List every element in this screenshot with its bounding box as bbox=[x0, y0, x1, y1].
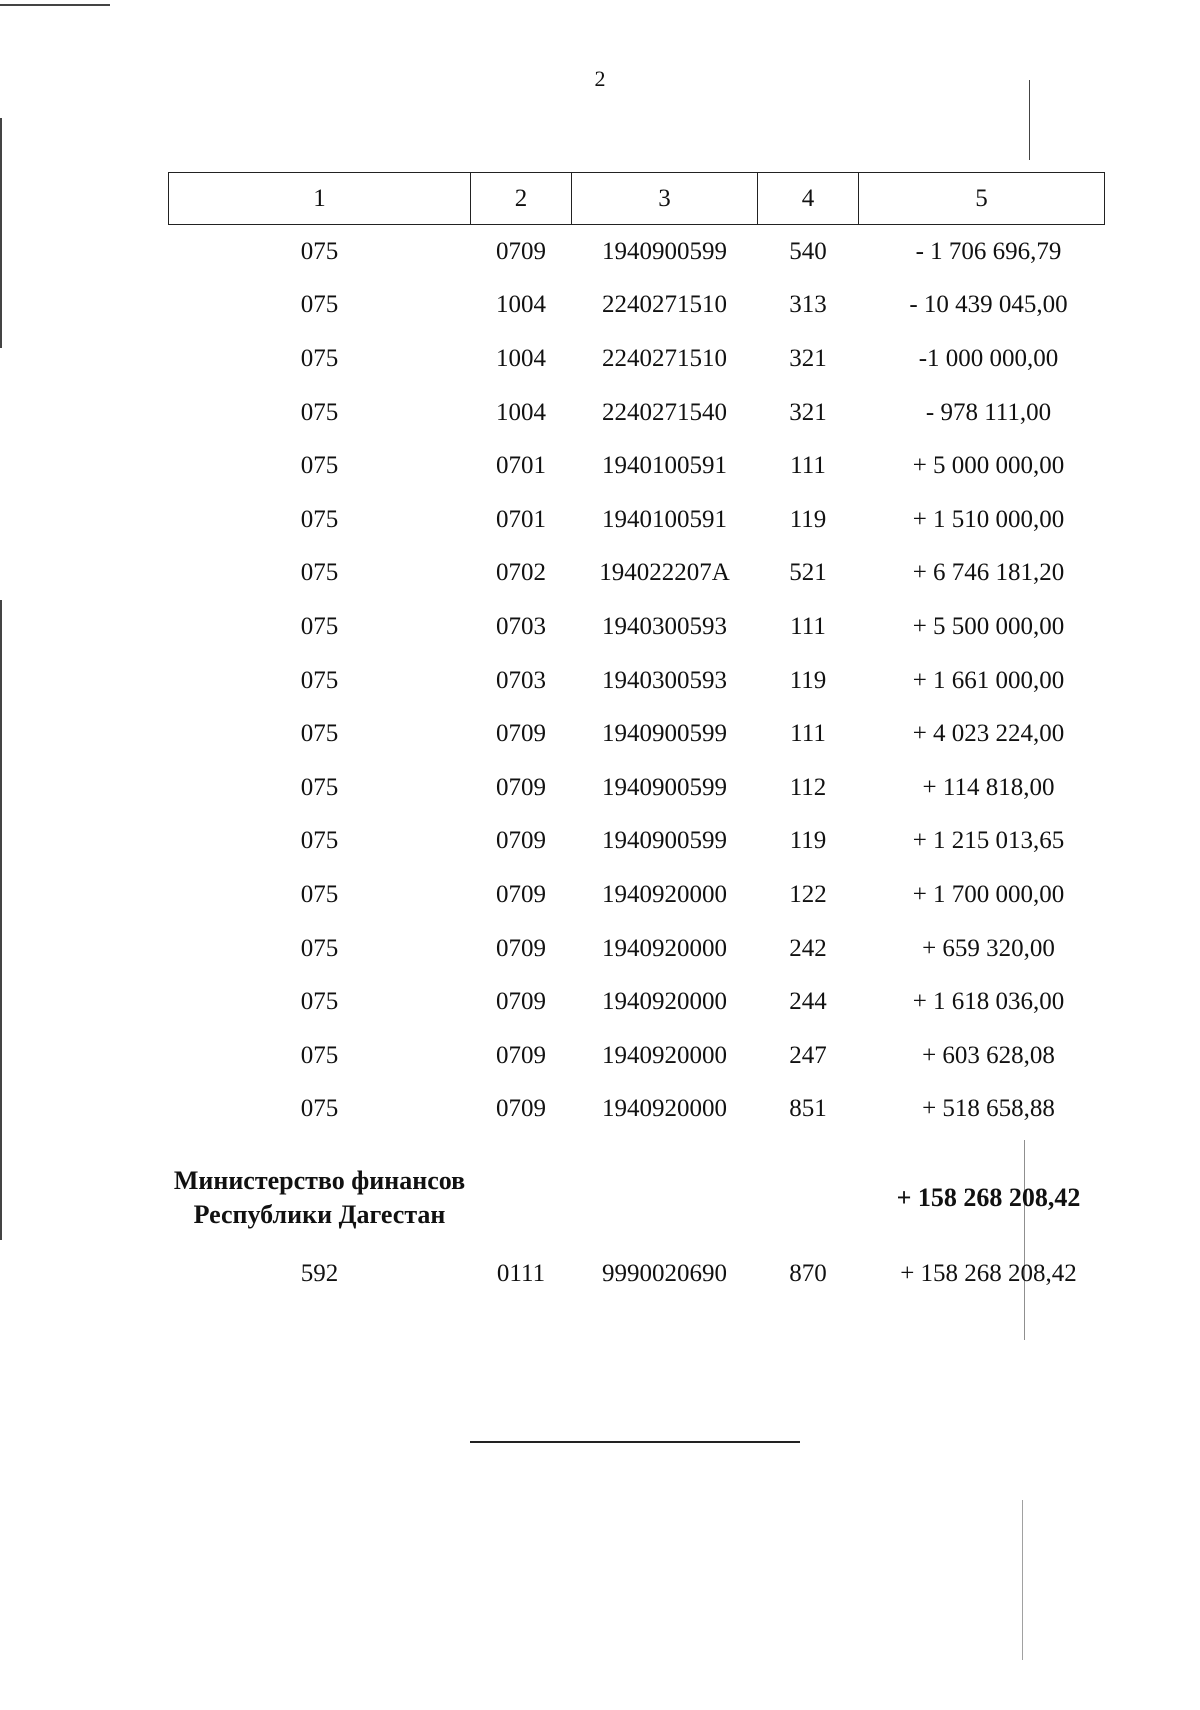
amount-cell: + 1 510 000,00 bbox=[912, 505, 1065, 533]
table-cell: 075 bbox=[300, 505, 339, 533]
table-cell: 0709 bbox=[496, 237, 546, 265]
closing-line bbox=[470, 1441, 800, 1443]
table-cell: 119 bbox=[789, 666, 827, 694]
group-row bbox=[169, 1136, 1105, 1260]
table-cell: 1940920000 bbox=[602, 934, 727, 962]
table-row bbox=[169, 1260, 1105, 1300]
table-cell: 0111 bbox=[496, 1260, 546, 1288]
scan-edge-mark bbox=[0, 600, 2, 1240]
table-cell: 1004 bbox=[496, 344, 546, 372]
amount-cell: + 5 500 000,00 bbox=[912, 612, 1065, 640]
table-cell: 111 bbox=[790, 452, 826, 480]
table-cell: 1940100591 bbox=[602, 505, 727, 533]
table-cell: 0709 bbox=[496, 827, 546, 855]
table-row bbox=[169, 279, 1105, 333]
scan-edge-mark bbox=[0, 118, 2, 348]
table-row bbox=[169, 493, 1105, 547]
table-cell: 247 bbox=[789, 1041, 827, 1069]
table-cell: 2240271540 bbox=[602, 398, 727, 426]
amount-cell: + 1 700 000,00 bbox=[912, 880, 1065, 908]
table-cell: 321 bbox=[789, 344, 827, 372]
amount-cell: + 114 818,00 bbox=[922, 773, 1055, 801]
table-cell: 0703 bbox=[496, 612, 546, 640]
amount-cell: - 1 706 696,79 bbox=[915, 237, 1062, 265]
group-amount: + 158 268 208,42 bbox=[896, 1183, 1081, 1213]
table-cell: 1940920000 bbox=[602, 1041, 727, 1069]
table-cell: 075 bbox=[300, 612, 339, 640]
table-cell: 075 bbox=[300, 934, 339, 962]
empty-cell bbox=[471, 1136, 572, 1260]
table-cell: 244 bbox=[789, 988, 827, 1016]
table-cell: 1940300593 bbox=[602, 612, 727, 640]
table-row bbox=[169, 761, 1105, 815]
table-cell: 870 bbox=[789, 1260, 827, 1288]
table-cell: 075 bbox=[300, 344, 339, 372]
table-cell: 0702 bbox=[496, 559, 546, 587]
table-cell: 1940900599 bbox=[602, 827, 727, 855]
table-cell: 1940920000 bbox=[602, 1095, 727, 1123]
table-row bbox=[169, 225, 1105, 279]
amount-cell: + 158 268 208,42 bbox=[900, 1260, 1077, 1288]
table-row bbox=[169, 922, 1105, 976]
amount-cell: - 10 439 045,00 bbox=[909, 291, 1068, 319]
table-cell: 119 bbox=[789, 827, 827, 855]
table-cell: 1940900599 bbox=[602, 773, 727, 801]
table-cell: 242 bbox=[789, 934, 827, 962]
table-cell: 194022207A bbox=[599, 559, 730, 587]
table-cell: 2240271510 bbox=[602, 344, 727, 372]
group-name: Министерство финансов Республики Дагестан bbox=[173, 1166, 466, 1230]
table-cell: 1940920000 bbox=[602, 880, 727, 908]
table-cell: 851 bbox=[789, 1095, 827, 1123]
table-cell: 592 bbox=[300, 1260, 339, 1288]
table-cell: 1940900599 bbox=[602, 237, 727, 265]
column-header: 1 bbox=[169, 173, 471, 225]
table-cell: 1940100591 bbox=[602, 452, 727, 480]
column-header: 2 bbox=[471, 173, 572, 225]
amount-cell: + 6 746 181,20 bbox=[912, 559, 1065, 587]
table-cell: 0709 bbox=[496, 1041, 546, 1069]
table-cell: 075 bbox=[300, 1041, 339, 1069]
column-header: 3 bbox=[572, 173, 758, 225]
table-row bbox=[169, 868, 1105, 922]
table-row bbox=[169, 600, 1105, 654]
table-cell: 075 bbox=[300, 1095, 339, 1123]
table-row bbox=[169, 547, 1105, 601]
table-cell: 540 bbox=[789, 237, 827, 265]
table-row bbox=[169, 707, 1105, 761]
scan-edge-mark bbox=[1029, 80, 1030, 160]
table-row bbox=[169, 332, 1105, 386]
table-cell: 075 bbox=[300, 666, 339, 694]
table-cell: 075 bbox=[300, 559, 339, 587]
table-cell: 075 bbox=[300, 452, 339, 480]
table-cell: 1940300593 bbox=[602, 666, 727, 694]
table-cell: 075 bbox=[300, 398, 339, 426]
table-cell: 521 bbox=[789, 559, 827, 587]
table-row bbox=[169, 386, 1105, 440]
table-cell: 075 bbox=[300, 291, 339, 319]
table-cell: 1940920000 bbox=[602, 988, 727, 1016]
table-cell: 075 bbox=[300, 237, 339, 265]
table-cell: 0709 bbox=[496, 988, 546, 1016]
table-cell: 112 bbox=[789, 773, 827, 801]
table-cell: 0709 bbox=[496, 880, 546, 908]
table-row bbox=[169, 1029, 1105, 1083]
table-row bbox=[169, 815, 1105, 869]
table-cell: 0701 bbox=[496, 452, 546, 480]
table-cell: 1004 bbox=[496, 291, 546, 319]
amount-cell: + 1 618 036,00 bbox=[912, 988, 1065, 1016]
amount-cell: + 1 661 000,00 bbox=[912, 666, 1065, 694]
table-cell: 0709 bbox=[496, 773, 546, 801]
table-row bbox=[169, 654, 1105, 708]
table-cell: 075 bbox=[300, 773, 339, 801]
table-cell: 0709 bbox=[496, 934, 546, 962]
table-row bbox=[169, 1083, 1105, 1137]
table-cell: 1004 bbox=[496, 398, 546, 426]
amount-cell: + 518 658,88 bbox=[922, 1095, 1055, 1123]
table-cell: 9990020690 bbox=[602, 1260, 727, 1288]
amount-cell: + 5 000 000,00 bbox=[912, 452, 1065, 480]
table-header-row bbox=[169, 173, 1105, 225]
amount-cell: + 1 215 013,65 bbox=[912, 827, 1065, 855]
table-cell: 0709 bbox=[496, 1095, 546, 1123]
budget-table bbox=[168, 172, 1105, 1300]
column-header: 5 bbox=[859, 173, 1105, 225]
table-cell: 1940900599 bbox=[602, 720, 727, 748]
table-cell: 075 bbox=[300, 720, 339, 748]
empty-cell bbox=[758, 1136, 859, 1260]
scan-edge-mark bbox=[0, 4, 110, 6]
empty-cell bbox=[572, 1136, 758, 1260]
table-cell: 075 bbox=[300, 988, 339, 1016]
table-cell: 111 bbox=[790, 612, 826, 640]
amount-cell: + 603 628,08 bbox=[922, 1041, 1055, 1069]
table-cell: 321 bbox=[789, 398, 827, 426]
column-header: 4 bbox=[758, 173, 859, 225]
table-cell: 0701 bbox=[496, 505, 546, 533]
table-cell: 0703 bbox=[496, 666, 546, 694]
table-cell: 2240271510 bbox=[602, 291, 727, 319]
amount-cell: + 659 320,00 bbox=[922, 934, 1055, 962]
amount-cell: - 978 111,00 bbox=[925, 398, 1052, 426]
amount-cell: -1 000 000,00 bbox=[918, 344, 1059, 372]
table-cell: 111 bbox=[790, 720, 826, 748]
page-number: 2 bbox=[594, 66, 606, 91]
table-row bbox=[169, 975, 1105, 1029]
table-body bbox=[169, 225, 1105, 1301]
table-row bbox=[169, 439, 1105, 493]
table-cell: 122 bbox=[789, 880, 827, 908]
table-cell: 075 bbox=[300, 827, 339, 855]
table-cell: 313 bbox=[789, 291, 827, 319]
table-cell: 119 bbox=[789, 505, 827, 533]
scan-edge-mark bbox=[1022, 1500, 1023, 1660]
amount-cell: + 4 023 224,00 bbox=[912, 720, 1065, 748]
table-cell: 0709 bbox=[496, 720, 546, 748]
table-cell: 075 bbox=[300, 880, 339, 908]
